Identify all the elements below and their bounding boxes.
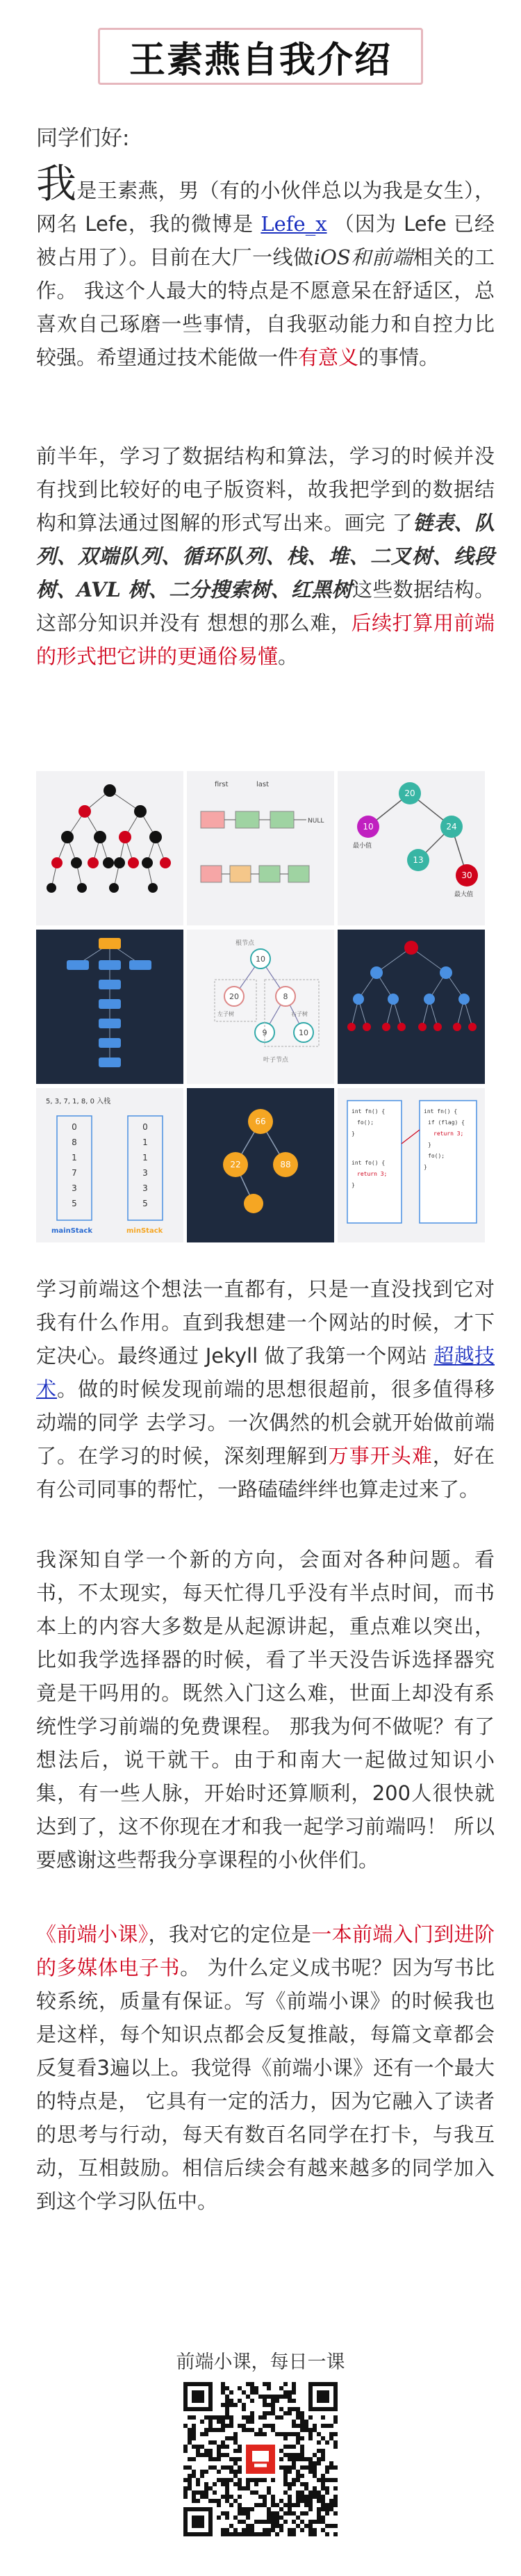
svg-text:return 3;: return 3;	[357, 1171, 388, 1177]
p1-text-2: （因为 Lefe 已经被占用了）。目前在大厂一线做	[36, 212, 495, 269]
linked-list-graphic	[187, 771, 334, 925]
linked-list-image	[187, 771, 334, 925]
svg-text:int fn() {: int fn() {	[424, 1108, 458, 1115]
p4-text-1: 我深知自学一个新的方向，会面对各种问题。看书，不太现实，每天忙得几乎没有半点时间，而书本上的内容大多数是从起源讲起，重点难以突出，比如我学选择器的时候，看了半天没告诉选择器究竟是干吗用的。既然入门这么难，世面上却没有系统性学习前端的免费课程。 那我为何不做呢？有了想法后，说干就干。由于和南大一起做过知识小集，有一些人脉，开始时还算顺利，200人很快就达到了，这不你现在才和我一起学习前端吗！ 所以要感谢这些帮我分享课程的小伙伴们。	[36, 1548, 495, 1872]
min-stack-label: minStack	[126, 1227, 163, 1235]
dark-tree-graphic	[36, 930, 183, 1084]
binary-tree-image	[187, 930, 334, 1084]
page-title: 王素燕自我介绍	[129, 39, 392, 81]
greeting: 同学们好:	[36, 126, 130, 151]
intro-paragraph	[36, 160, 495, 374]
qr-code-graphic	[183, 2382, 338, 2536]
red-black-tree-graphic	[36, 771, 183, 925]
course-origin-paragraph	[36, 1543, 495, 1877]
qr-code[interactable]	[183, 2382, 338, 2536]
svg-text:0: 0	[72, 1122, 77, 1132]
first-label: first	[215, 781, 229, 788]
svg-text:1: 1	[142, 1153, 148, 1163]
right-subtree-label: 右子树	[291, 1011, 308, 1017]
p2-text-3: 。	[278, 645, 299, 668]
svg-text:5: 5	[142, 1199, 148, 1208]
svg-text:0: 0	[142, 1122, 148, 1132]
p1-emphasis: iOS和前端	[313, 245, 413, 269]
p1-text-1: 是王素燕，男（有的小伙伴总以为我是女生），网名 Lefe，我的微博是	[36, 179, 495, 236]
min-value-label: 最小值	[353, 843, 372, 850]
red-black-tree-image	[36, 771, 183, 925]
svg-text:}: }	[352, 1182, 355, 1188]
bt-node-left: 20	[229, 992, 239, 1001]
svg-text:3: 3	[72, 1183, 77, 1193]
svg-text:3: 3	[142, 1168, 148, 1178]
bt-node-leaf-1: 9	[262, 1028, 267, 1037]
segment-tree-image	[338, 930, 485, 1084]
root-label: 根节点	[235, 940, 255, 947]
p3-text-2: 。做的时候发现前端的思想很超前，很多值得移动端的同学 去学习。一次偶然的机会就开始做前端了。在学习的时候，深刻理解到	[36, 1377, 495, 1468]
null-label-1: NULL	[308, 818, 324, 825]
avl-node-left: 22	[230, 1160, 241, 1169]
p5-text-2: 。 为什么定义成书呢？因为写书比较系统，质量有保证。写《前端小课》的时候我也是这样，每个知识点都会反复推敲，每篇文章都会反复看3遍以上。我觉得《前端小课》还有一个最大的特点是， 它具有一定的活力，因为它融入了读者的思考与行动，每天有数百名同学在打卡，与我互动，互相鼓励。相信后续会有越来越多的同学加入到这个学习队伍中。	[36, 1956, 495, 2213]
p5-text-1: ，我对它的定位是	[148, 1922, 312, 1946]
svg-text:1: 1	[142, 1137, 148, 1147]
p3-highlight: 万事开头难	[328, 1444, 433, 1468]
title-box	[98, 28, 423, 85]
avl-node-right: 88	[280, 1160, 291, 1169]
footer-label: 前端小课，每日一课	[176, 2351, 345, 2373]
svg-text:}: }	[352, 1131, 355, 1137]
bt-node-root: 10	[256, 955, 265, 964]
recursion-code-graphic	[338, 1088, 485, 1242]
svg-text:1: 1	[72, 1153, 77, 1163]
min-stack-graphic	[36, 1088, 183, 1242]
p5-course-name: 《前端小课》	[36, 1922, 149, 1946]
avl-node-root: 66	[255, 1117, 266, 1126]
svg-text:int fo() {: int fo() {	[352, 1160, 386, 1166]
p3-text-3: ，好在有公司同事的帮忙，一路磕磕绊绊也算走过来了。	[36, 1444, 495, 1501]
heap-image	[338, 771, 485, 925]
heap-graphic	[338, 771, 485, 925]
binary-tree-graphic	[187, 930, 334, 1084]
svg-text:7: 7	[72, 1168, 77, 1178]
segment-tree-graphic	[338, 930, 485, 1084]
svg-text:5: 5	[72, 1199, 77, 1208]
heap-node-20: 20	[404, 788, 415, 798]
avl-tree-image	[187, 1088, 334, 1242]
max-value-label: 最大值	[454, 891, 474, 898]
p1-text-4: 的事情。	[358, 346, 440, 369]
p2-structures-list: 链表、队列、双端队列、循环队列、栈、堆、二叉树、线段树、AVL 树、二分搜索树、红黑树	[36, 511, 495, 601]
stack-header: 5, 3, 7, 1, 8, 0 入栈	[46, 1098, 111, 1105]
chaoyue-jishu-link[interactable]: 超越技术	[36, 1344, 495, 1401]
heap-node-10: 10	[363, 822, 374, 832]
svg-text:fo();: fo();	[357, 1119, 374, 1126]
svg-text:8: 8	[72, 1137, 77, 1147]
p1-text-3: 相关的工作。 我这个人最大的特点是不愿意呆在舒适区，总喜欢自己琢磨一些事情，自我驱动能力和自控力比较强。希望通过技术能做一件	[36, 245, 495, 369]
p2-text-2: 这些数据结构。这部分知识并没有 想想的那么难，	[36, 578, 495, 635]
drop-cap: 我	[36, 160, 77, 207]
last-label: last	[256, 781, 270, 788]
bt-node-leaf-2: 10	[299, 1028, 308, 1037]
main-stack-label: mainStack	[51, 1227, 93, 1235]
course-positioning-paragraph	[36, 1918, 495, 2218]
heap-node-30: 30	[461, 870, 472, 880]
min-stack-image	[36, 1088, 183, 1242]
svg-text:int fn() {: int fn() {	[352, 1108, 386, 1115]
p1-highlight: 有意义	[298, 346, 359, 369]
dark-tree-image	[36, 930, 183, 1084]
p5-highlight: 一本前端入门到进阶的多媒体电子书	[36, 1922, 495, 1979]
avl-tree-graphic	[187, 1088, 334, 1242]
weibo-link[interactable]: Lefe_x	[260, 212, 327, 236]
svg-text:return 3;: return 3;	[433, 1131, 464, 1137]
p2-highlight: 后续打算用前端的形式把它讲的更通俗易懂	[36, 611, 495, 668]
p3-text-1: 学习前端这个想法一直都有，只是一直没找到它对我有什么作用。直到我想建一个网站的时候，才下定决心。最终通过 Jekyll 做了我第一个网站	[36, 1277, 495, 1368]
svg-text:fo();: fo();	[428, 1153, 445, 1159]
leaf-label: 叶子节点	[263, 1057, 289, 1064]
p2-text-1: 前半年，学习了数据结构和算法，学习的时候并没有找到比较好的电子版资料，故我把学到的数据结构和算法通过图解的形式写出来。画完 了	[36, 444, 495, 535]
heap-node-13: 13	[413, 855, 424, 865]
bt-node-right: 8	[283, 992, 288, 1001]
data-structure-image-grid	[36, 771, 485, 1242]
svg-text:}: }	[424, 1164, 427, 1170]
heap-node-24: 24	[446, 822, 457, 832]
svg-text:if (flag) {: if (flag) {	[428, 1119, 465, 1126]
data-structures-paragraph	[36, 439, 495, 673]
frontend-start-paragraph	[36, 1272, 495, 1506]
svg-text:}: }	[428, 1142, 431, 1148]
left-subtree-label: 左子树	[217, 1011, 234, 1017]
svg-text:3: 3	[142, 1183, 148, 1193]
recursion-code-image	[338, 1088, 485, 1242]
